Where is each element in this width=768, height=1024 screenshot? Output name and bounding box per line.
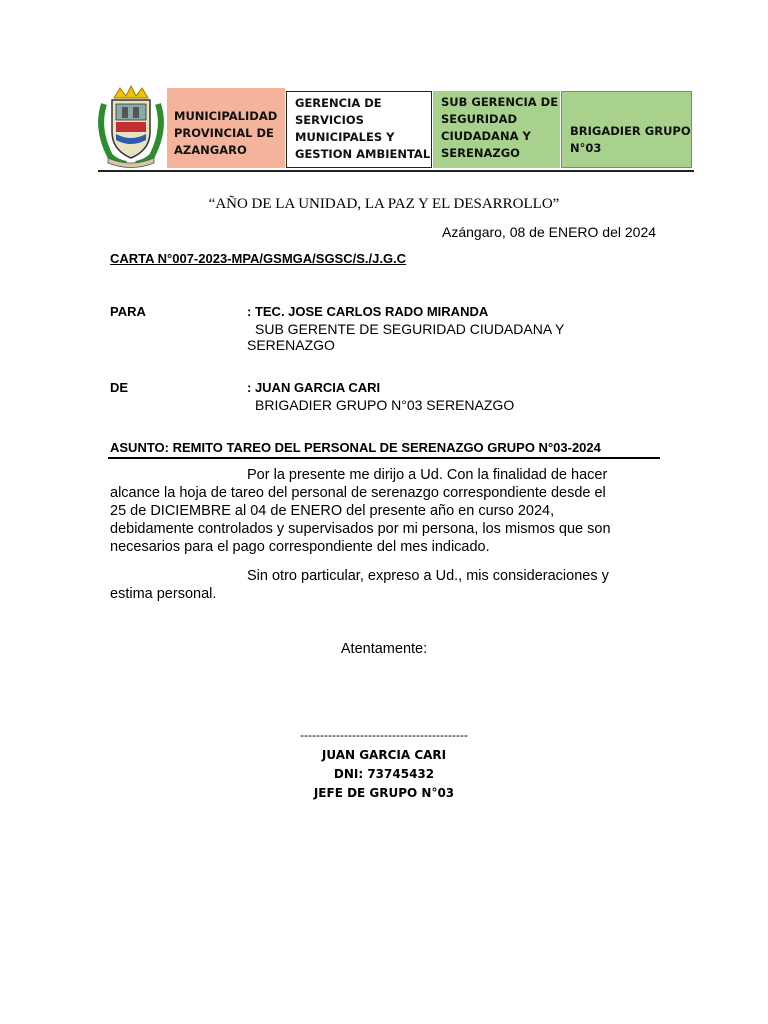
signature-title: JEFE DE GRUPO N°03 — [313, 786, 455, 800]
header-box-municipalidad — [167, 88, 285, 168]
municipal-crest-logo — [96, 84, 166, 168]
body-line: Por la presente me dirijo a Ud. Con la finalidad de hacer — [247, 467, 608, 483]
body-line: 25 de DICIEMBRE al 04 de ENERO del presente año en curso 2024, — [110, 503, 555, 519]
closing: Atentamente: — [340, 641, 428, 657]
header-box-line: MUNICIPALES Y — [295, 130, 395, 144]
header-box-line: SEGURIDAD — [441, 112, 518, 126]
para-label: PARA — [110, 304, 146, 319]
de-label: DE — [110, 380, 129, 395]
body-paragraph-1 — [110, 466, 658, 556]
header-box-brigadier — [561, 91, 692, 168]
subject-line: ASUNTO: REMITO TAREO DEL PERSONAL DE SERENAZGO GRUPO N°03-2024 — [110, 440, 601, 455]
para-role-line2: SERENAZGO — [247, 337, 335, 353]
header-box-line: N°03 — [570, 141, 602, 155]
body-line: debidamente controlados y supervisados por mi persona, los mismos que son — [110, 521, 611, 537]
header-box-line: AZANGARO — [174, 143, 247, 157]
year-motto: “AÑO DE LA UNIDAD, LA PAZ Y EL DESARROLLO” — [208, 196, 560, 212]
header-box-line: SUB GERENCIA DE — [441, 95, 559, 109]
header-box-line: GERENCIA DE — [295, 96, 382, 110]
subject-underline — [108, 457, 660, 459]
de-role: BRIGADIER GRUPO N°03 SERENAZGO — [255, 397, 515, 413]
body-line: necesarios para el pago correspondiente del mes indicado. — [110, 539, 490, 555]
header-box-line: GESTION AMBIENTAL — [295, 147, 431, 161]
letter-reference: CARTA N°007-2023-MPA/GSMGA/SGSC/S./J.G.C — [110, 251, 407, 266]
header-divider — [98, 170, 694, 172]
header-box-line: PROVINCIAL DE — [174, 126, 274, 140]
header-box-line: SERVICIOS — [295, 113, 364, 127]
signature-line: ------------------------------------------ — [300, 728, 468, 742]
body-line: estima personal. — [110, 586, 217, 602]
header-box-line: BRIGADIER GRUPO — [570, 124, 691, 138]
header-box-gerencia — [286, 91, 432, 168]
header-box-subgerencia — [433, 91, 560, 168]
header-box-line: MUNICIPALIDAD — [174, 109, 278, 123]
body-line: alcance la hoja de tareo del personal de serenazgo correspondiente desde el — [110, 485, 606, 501]
body-paragraph-2 — [110, 567, 658, 603]
header-box-line: SERENAZGO — [441, 146, 520, 160]
header-box-line: CIUDADANA Y — [441, 129, 531, 143]
de-name: : JUAN GARCIA CARI — [247, 380, 381, 395]
signature-dni: DNI: 73745432 — [333, 767, 435, 781]
para-role-line1: SUB GERENTE DE SEGURIDAD CIUDADANA Y — [255, 321, 565, 337]
signature-name: JUAN GARCIA CARI — [321, 748, 447, 762]
body-line: Sin otro particular, expreso a Ud., mis consideraciones y — [247, 568, 609, 584]
para-name: : TEC. JOSE CARLOS RADO MIRANDA — [247, 304, 489, 319]
letter-date: Azángaro, 08 de ENERO del 2024 — [442, 224, 657, 240]
